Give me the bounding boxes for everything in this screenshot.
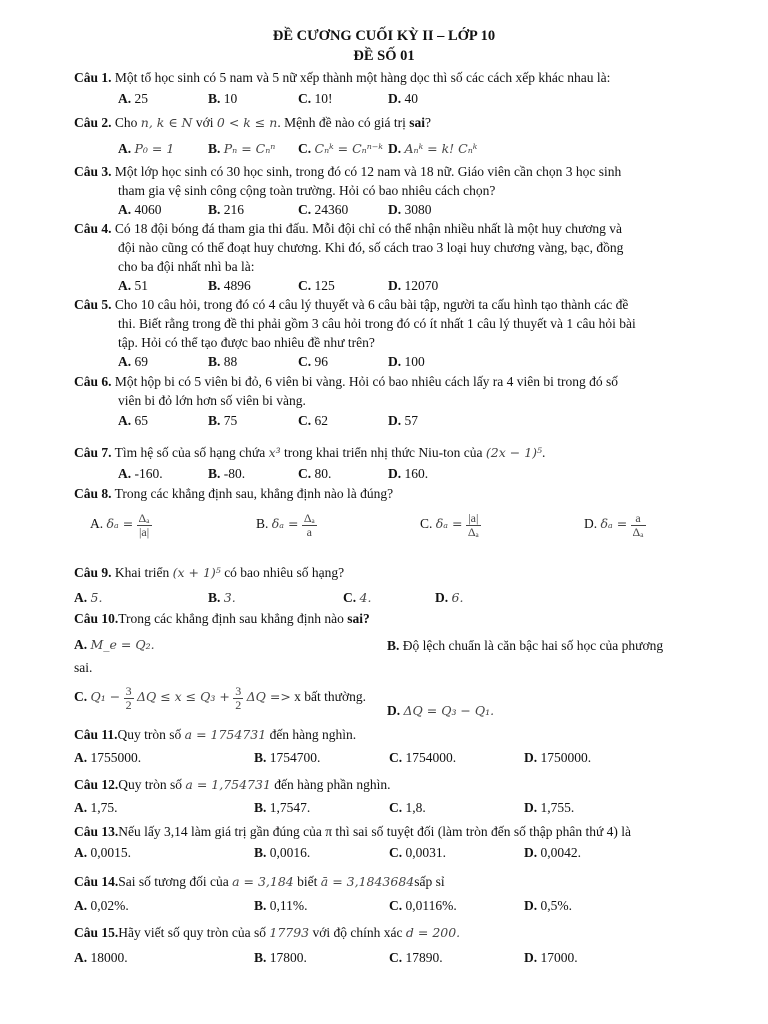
- option-a: A. M_e = Q₂.: [74, 637, 155, 652]
- option-b: B. -80.: [208, 466, 246, 481]
- option-b: B. 1,7547.: [254, 800, 311, 815]
- option-c: C. 80.: [298, 466, 332, 481]
- option-b: B. 88: [208, 354, 238, 369]
- option-d: D. 100: [388, 354, 425, 369]
- option-c: C. 4.: [343, 590, 372, 605]
- option-d: D. 40: [388, 91, 418, 106]
- question-14: Câu 14.Sai số tương đối của a = 3,184 biết ā = 3,1843684sấp sỉ: [74, 874, 445, 889]
- question-6: Câu 6. Một hộp bi có 5 viên bi đỏ, 6 viên bi vàng. Hỏi có bao nhiêu cách lấy ra 4 viên bi trong đó số: [74, 374, 619, 389]
- option-d: D. 57: [388, 413, 418, 428]
- option-a: A. δₐ = $\frac{\text{Δₐ}}{|a|}$: [90, 511, 150, 539]
- option-b: B. 0,11%.: [254, 898, 308, 913]
- question-7: Câu 7. Tìm hệ số của số hạng chứa x³ trong khai triển nhị thức Niu-ton của (2x − 1)⁵.: [74, 445, 546, 460]
- option-b: B. 216: [208, 202, 245, 217]
- option-d: D. 1750000.: [524, 750, 592, 765]
- question-15: Câu 15.Hãy viết số quy tròn của số 17793 với độ chính xác d = 200.: [74, 925, 461, 940]
- option-c: C. 1,8.: [389, 800, 426, 815]
- question-3: Câu 3. Một lớp học sinh có 30 học sinh, trong đó có 12 nam và 18 nữ. Giáo viên cần chọn 3 học sinh: [74, 164, 622, 179]
- option-c: C. δₐ = $\frac{|a|}{\text{Δₐ}}$: [420, 511, 479, 539]
- question-3-line: tham gia vệ sinh công cộng toàn trường. Hỏi có bao nhiêu cách chọn?: [118, 183, 496, 198]
- question-8: Câu 8. Trong các khẳng định sau, khẳng định nào là đúng?: [74, 486, 394, 501]
- option-b: B. Pₙ = Cₙⁿ: [208, 141, 276, 156]
- option-c: C. Cₙᵏ = Cₙⁿ⁻ᵏ: [298, 141, 383, 156]
- option-a: A. 5.: [74, 590, 103, 605]
- option-b-continued: sai.: [74, 660, 93, 675]
- option-a: A. 25: [118, 91, 148, 106]
- option-d: D. 12070: [388, 278, 439, 293]
- question-11: Câu 11.Quy tròn số a = 1754731 đến hàng nghìn.: [74, 727, 357, 742]
- option-a: A. 65: [118, 413, 148, 428]
- option-d: D. 6.: [435, 590, 464, 605]
- option-c: C. 125: [298, 278, 335, 293]
- option-d: D. δₐ = $\frac{a}{\text{Δₐ}}$: [584, 511, 644, 539]
- option-a: A. 18000.: [74, 950, 128, 965]
- option-a: A. 0,02%.: [74, 898, 129, 913]
- option-a: A. P₀ = 1: [118, 141, 175, 156]
- option-a: A. -160.: [118, 466, 163, 481]
- question-6-line: viên bi đỏ lớn hơn số viên bi vàng.: [118, 393, 306, 408]
- option-b: B. 0,0016.: [254, 845, 311, 860]
- option-b: B. 17800.: [254, 950, 307, 965]
- option-d: D. 17000.: [524, 950, 578, 965]
- option-d: D. Aₙᵏ = k! Cₙᵏ: [388, 141, 478, 156]
- question-9: Câu 9. Khai triển (x + 1)⁵ có bao nhiêu số hạng?: [74, 565, 345, 580]
- option-c: C. 10!: [298, 91, 333, 106]
- option-c: C. 17890.: [389, 950, 443, 965]
- question-5-line: tập. Hỏi có thể tạo được bao nhiêu đề như trên?: [118, 335, 375, 350]
- option-a: A. 1,75.: [74, 800, 118, 815]
- option-b: B. 75: [208, 413, 238, 428]
- page-title: ĐỀ CƯƠNG CUỐI KỲ II – LỚP 10: [272, 28, 496, 44]
- question-label: Câu 1.: [74, 70, 112, 85]
- option-a: A. 0,0015.: [74, 845, 131, 860]
- question-2: Câu 2. Cho n, k ∈ N với 0 < k ≤ n. Mệnh đề nào có giá trị sai?: [74, 115, 432, 130]
- option-a: A. 4060: [118, 202, 162, 217]
- option-b: B. 3.: [208, 590, 236, 605]
- question-text: Một tổ học sinh có 5 nam và 5 nữ xếp thành một hàng dọc thì số các cách xếp khác nhau là:: [114, 70, 611, 85]
- question-5: Câu 5. Cho 10 câu hỏi, trong đó có 4 câu lý thuyết và 6 câu bài tập, người ta cấu hình tạo thành các đề: [74, 297, 629, 312]
- option-c: C. 96: [298, 354, 328, 369]
- option-c: C. Q₁ − $\frac{3}{2}$ ΔQ ≤ x ≤ Q₃ + $\frac{3}{2}$ ΔQ => x bất thường.: [74, 684, 366, 712]
- option-b: B. 1754700.: [254, 750, 321, 765]
- option-d: D. 0,0042.: [524, 845, 581, 860]
- question-10: Câu 10.Trong các khẳng định sau khẳng định nào sai?: [74, 611, 370, 626]
- option-b: B. 10: [208, 91, 238, 106]
- option-b: B. 4896: [208, 278, 251, 293]
- option-d: D. 160.: [388, 466, 429, 481]
- question-4-line: đội nào cũng có thể đoạt huy chương. Khi đó, số cách trao 3 loại huy chương vàng, bạc, đồng: [118, 240, 624, 255]
- page-subtitle: ĐỀ SỐ 01: [353, 48, 415, 64]
- option-c: C. 1754000.: [389, 750, 457, 765]
- question-12: Câu 12.Quy tròn số a = 1,754731 đến hàng phần nghìn.: [74, 777, 391, 792]
- question-1: [74, 70, 610, 86]
- option-b: B. Độ lệch chuẩn là căn bậc hai số học của phương: [387, 638, 664, 653]
- option-d: D. 1,755.: [524, 800, 575, 815]
- option-d: D. 0,5%.: [524, 898, 572, 913]
- option-a: A. 51: [118, 278, 148, 293]
- option-d: D. 3080: [388, 202, 432, 217]
- question-5-line: thi. Biết rằng trong đề thi phải gồm 3 câu hỏi trong đó có ít nhất 1 câu lý thuyết và 1 câu hỏi bài: [118, 316, 636, 331]
- option-d: D. ΔQ = Q₃ − Q₁.: [387, 703, 495, 718]
- option-c: C. 0,0116%.: [389, 898, 457, 913]
- option-a: A. 1755000.: [74, 750, 142, 765]
- question-4: Câu 4. Có 18 đội bóng đá tham gia thi đấu. Mỗi đội chỉ có thể nhận nhiều nhất là một huy chương và: [74, 221, 623, 236]
- option-c: C. 0,0031.: [389, 845, 446, 860]
- option-c: C. 62: [298, 413, 328, 428]
- question-4-line: cho ba đội nhất nhì ba là:: [118, 259, 255, 274]
- option-a: A. 69: [118, 354, 148, 369]
- option-b: B. δₐ = $\frac{\text{Δₐ}}{a}$: [256, 511, 315, 539]
- question-13: Câu 13.Nếu lấy 3,14 làm giá trị gần đúng của π thì sai số tuyệt đối (làm tròn đến số thập phân thứ 4) là: [74, 824, 632, 839]
- option-c: C. 24360: [298, 202, 349, 217]
